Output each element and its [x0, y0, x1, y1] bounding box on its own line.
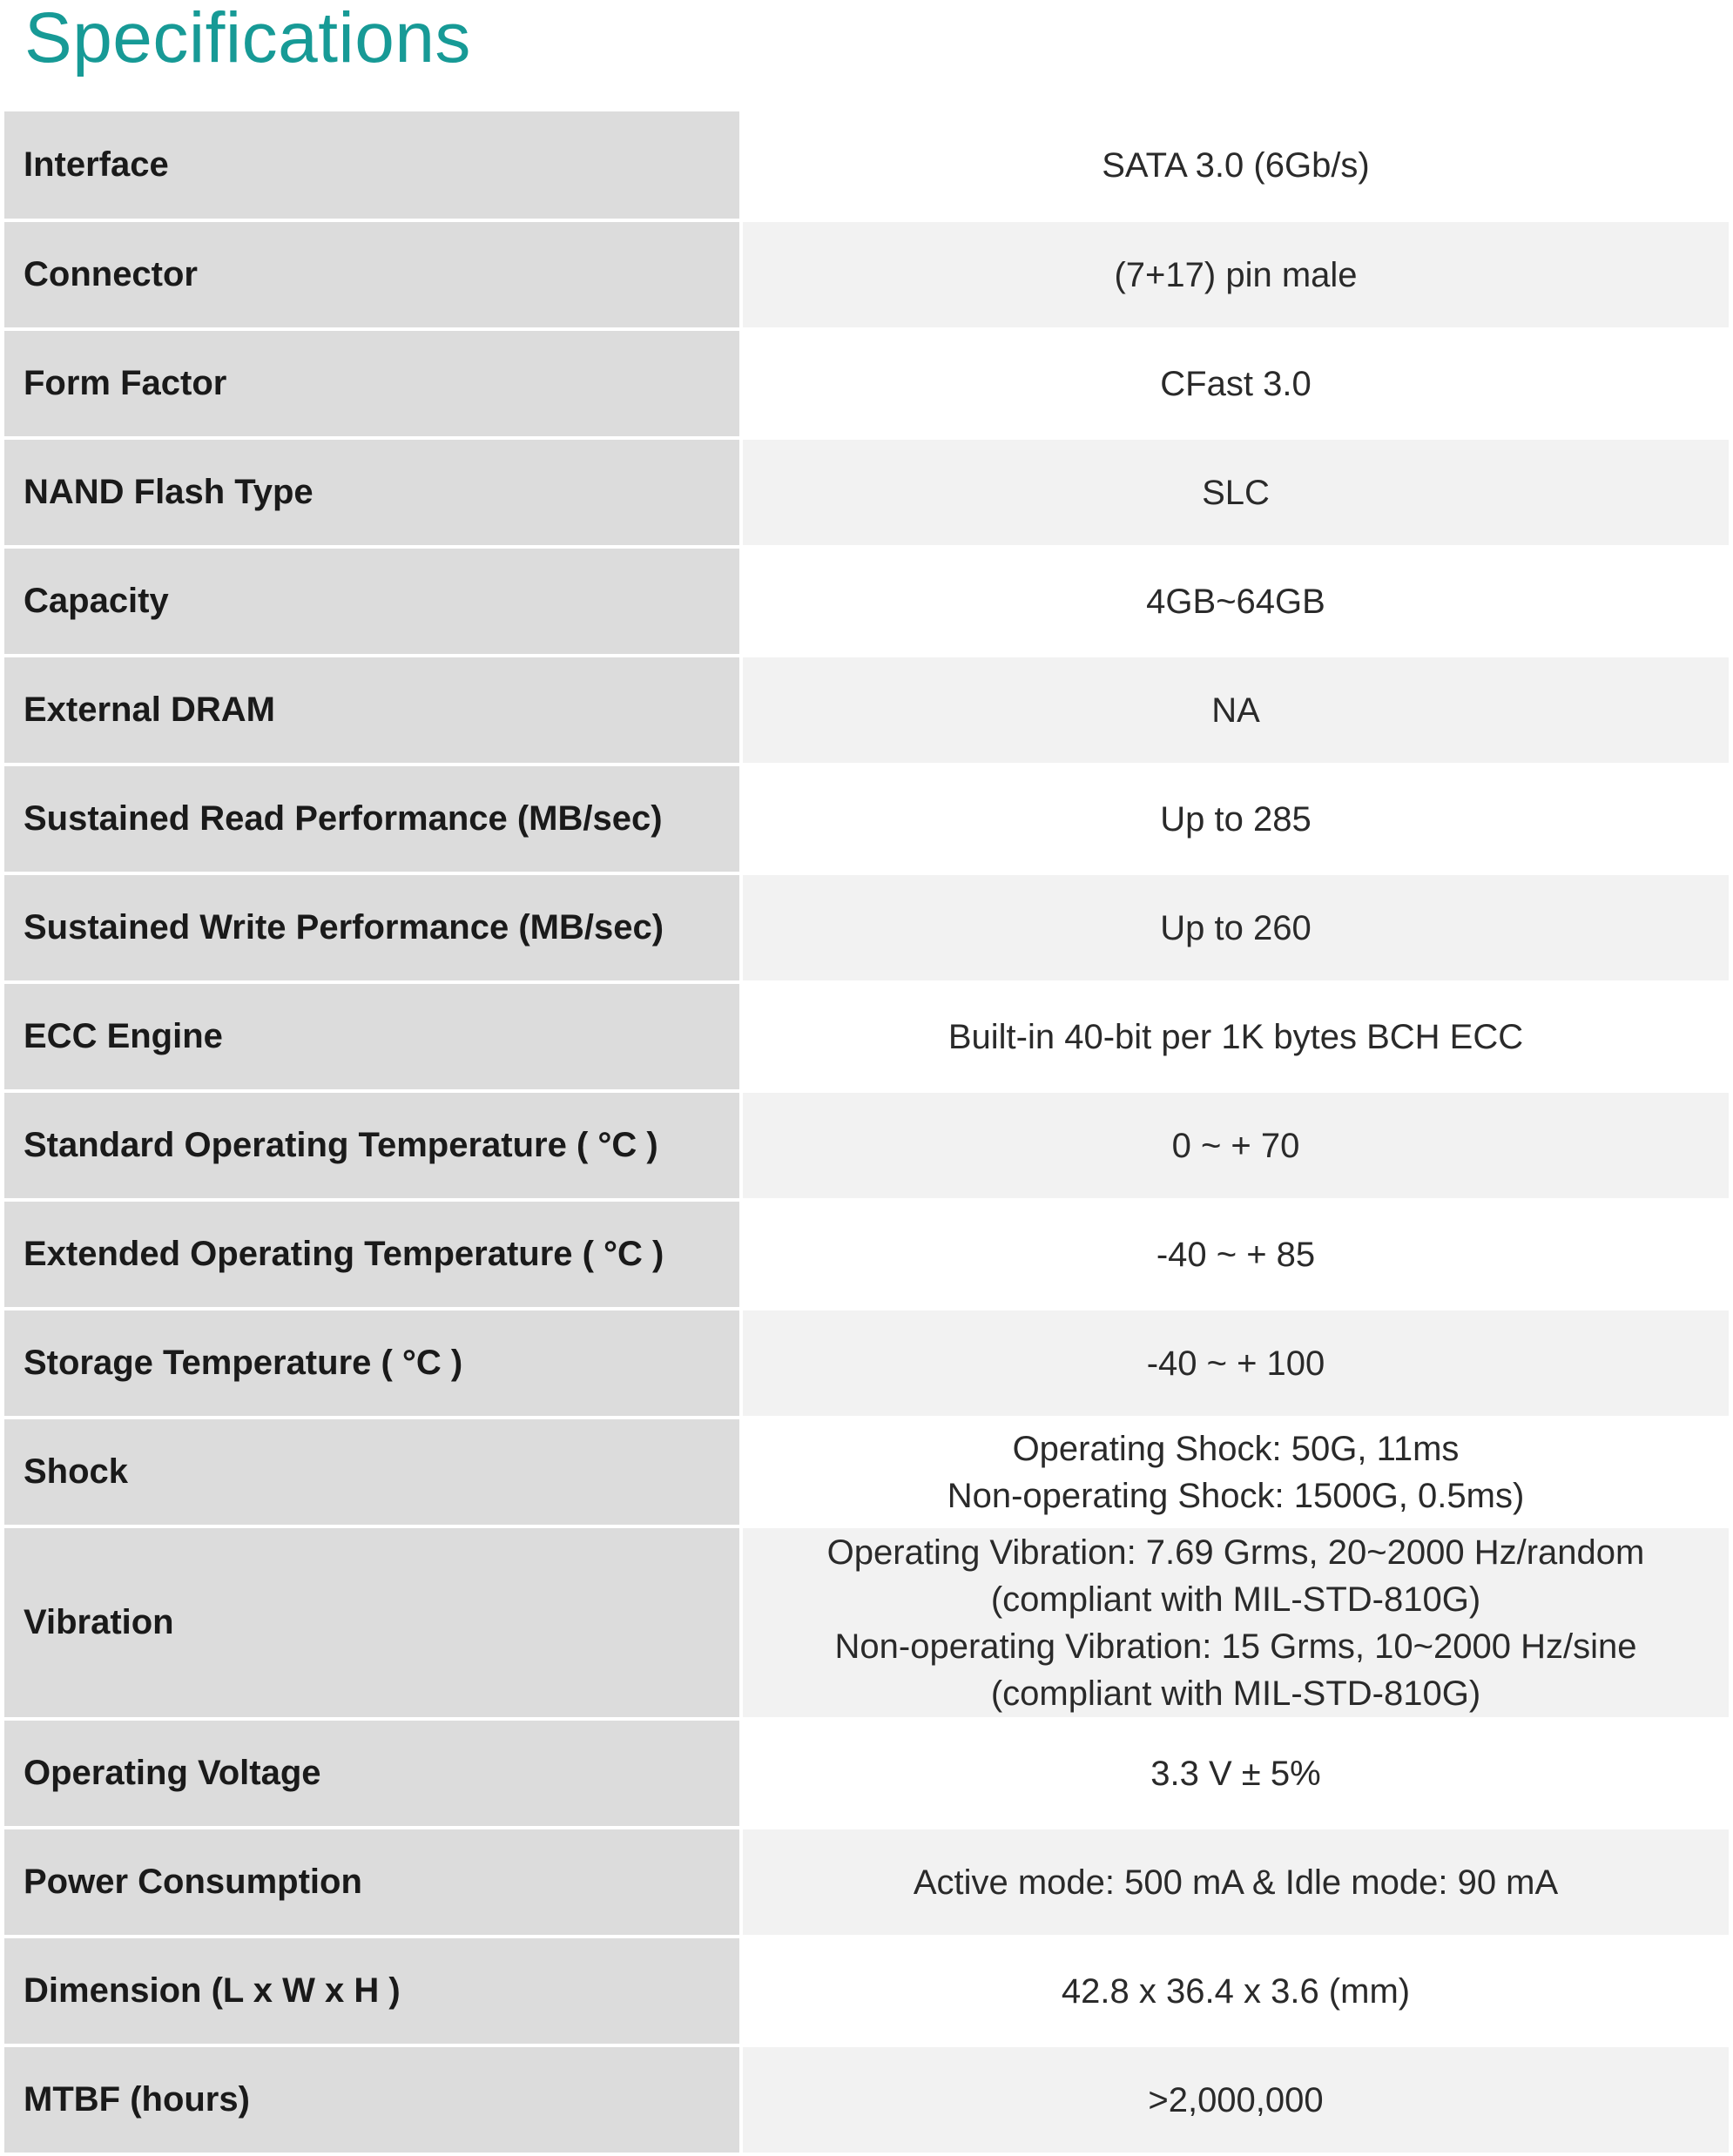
spec-value: [741, 111, 1729, 220]
spec-label: Vibration: [4, 1526, 741, 1719]
spec-value: [741, 438, 1729, 547]
spec-row: [4, 873, 1729, 982]
specifications-table: [4, 111, 1729, 2156]
spec-row: [4, 982, 1729, 1091]
spec-value: [741, 1828, 1729, 1937]
spec-value: [741, 1309, 1729, 1418]
spec-label: Capacity: [4, 547, 741, 656]
spec-label: Power Consumption: [4, 1828, 741, 1937]
spec-value-line: (7+17) pin male: [1114, 255, 1358, 294]
spec-row: [4, 220, 1729, 329]
spec-row: [4, 1526, 1729, 1719]
spec-value-line: (compliant with MIL-STD-810G): [990, 1580, 1481, 1619]
spec-label: Storage Temperature ( °C ): [4, 1309, 741, 1418]
spec-row: [4, 1418, 1729, 1526]
spec-label: Connector: [4, 220, 741, 329]
spec-value-line: Non-operating Shock: 1500G, 0.5ms): [947, 1476, 1525, 1515]
spec-value: [741, 1526, 1729, 1719]
spec-value: [741, 765, 1729, 873]
spec-value-line: Non-operating Vibration: 15 Grms, 10~2000 Hz/sine: [834, 1627, 1637, 1666]
spec-row: [4, 329, 1729, 438]
spec-value-line: 0 ~ + 70: [1171, 1126, 1300, 1165]
spec-row: [4, 1309, 1729, 1418]
spec-value-line: 42.8 x 36.4 x 3.6 (mm): [1061, 1971, 1411, 2011]
spec-row: [4, 1937, 1729, 2045]
specifications-table-body: [4, 111, 1729, 2154]
spec-value-line: (compliant with MIL-STD-810G): [990, 1674, 1481, 1713]
spec-row: [4, 765, 1729, 873]
spec-label: Form Factor: [4, 329, 741, 438]
spec-label: ECC Engine: [4, 982, 741, 1091]
spec-label: Operating Voltage: [4, 1719, 741, 1828]
spec-value-line: Operating Shock: 50G, 11ms: [1012, 1429, 1460, 1468]
spec-label: Sustained Write Performance (MB/sec): [4, 873, 741, 982]
spec-value-line: Up to 260: [1160, 908, 1312, 947]
spec-row: [4, 547, 1729, 656]
spec-value: [741, 329, 1729, 438]
spec-value: [741, 220, 1729, 329]
spec-value-line: Operating Vibration: 7.69 Grms, 20~2000 Hz/random: [826, 1533, 1645, 1572]
spec-value-line: Active mode: 500 mA & Idle mode: 90 mA: [913, 1863, 1559, 1902]
spec-label: Dimension (L x W x H ): [4, 1937, 741, 2045]
page-title: Specifications: [24, 0, 471, 77]
spec-value-line: 4GB~64GB: [1146, 582, 1325, 621]
spec-label: NAND Flash Type: [4, 438, 741, 547]
spec-row: [4, 111, 1729, 220]
spec-value: [741, 1418, 1729, 1526]
spec-label: Standard Operating Temperature ( °C ): [4, 1091, 741, 1200]
spec-row: [4, 1200, 1729, 1309]
spec-row: [4, 2045, 1729, 2154]
spec-label: External DRAM: [4, 656, 741, 765]
spec-value: [741, 982, 1729, 1091]
spec-row: [4, 1719, 1729, 1828]
spec-label: MTBF (hours): [4, 2045, 741, 2154]
spec-value-line: CFast 3.0: [1160, 364, 1312, 403]
spec-label: Sustained Read Performance (MB/sec): [4, 765, 741, 873]
spec-label: Extended Operating Temperature ( °C ): [4, 1200, 741, 1309]
spec-value-line: SLC: [1202, 473, 1270, 512]
spec-value-line: Up to 285: [1160, 799, 1312, 839]
spec-value-line: >2,000,000: [1148, 2080, 1324, 2119]
spec-label: Shock: [4, 1418, 741, 1526]
spec-row: [4, 1091, 1729, 1200]
spec-value: [741, 873, 1729, 982]
spec-value-line: NA: [1211, 691, 1260, 730]
spec-value: [741, 1937, 1729, 2045]
spec-label: Interface: [4, 111, 741, 220]
spec-row: [4, 656, 1729, 765]
spec-value-line: Built-in 40-bit per 1K bytes BCH ECC: [947, 1017, 1524, 1056]
spec-value-line: SATA 3.0 (6Gb/s): [1102, 145, 1370, 185]
spec-value-line: 3.3 V ± 5%: [1150, 1754, 1321, 1793]
spec-value: [741, 1719, 1729, 1828]
spec-row: [4, 438, 1729, 547]
spec-value: [741, 656, 1729, 765]
spec-value-line: -40 ~ + 85: [1156, 1235, 1316, 1274]
spec-value-line: -40 ~ + 100: [1146, 1344, 1325, 1383]
spec-value: [741, 2045, 1729, 2154]
spec-value: [741, 547, 1729, 656]
spec-value: [741, 1091, 1729, 1200]
spec-row: [4, 1828, 1729, 1937]
spec-value: [741, 1200, 1729, 1309]
